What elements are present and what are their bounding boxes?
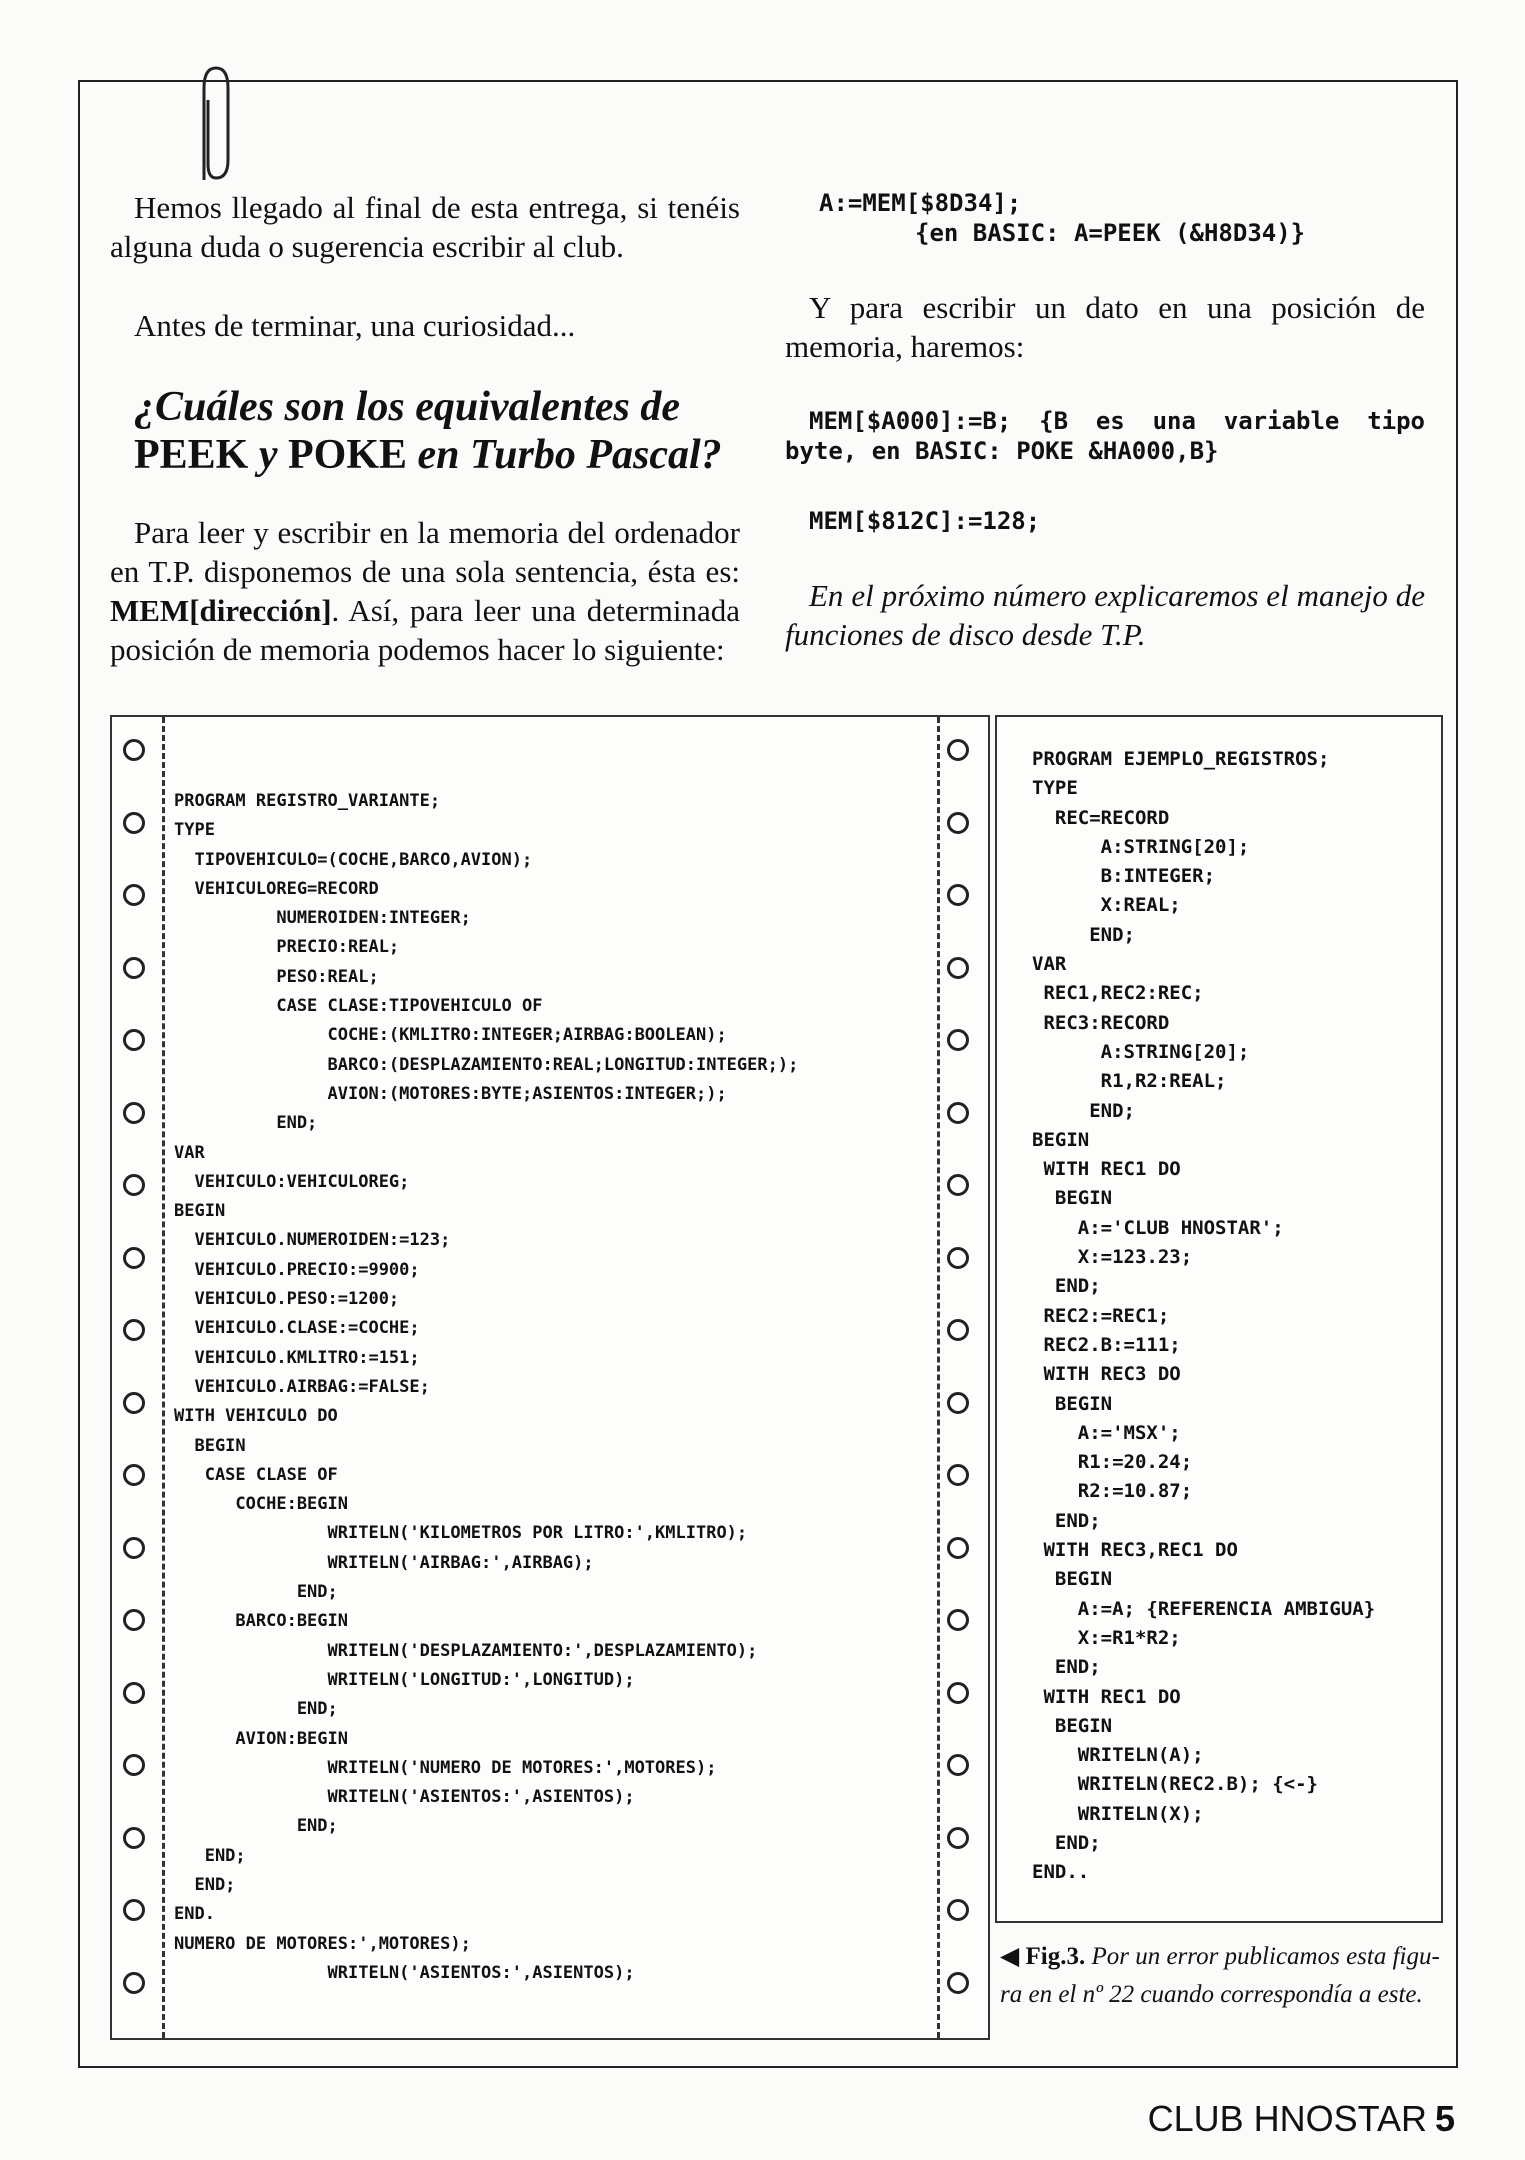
curiosity-paragraph: Antes de terminar, una curiosidad... xyxy=(134,308,576,343)
figure-caption: ◀ Fig.3. Por un error publicamos esta figura en el nº 22 cuando correspondía a este. xyxy=(1000,1943,1440,2008)
page-number: 5 xyxy=(1434,2098,1455,2139)
perforation-hole-icon xyxy=(947,1102,969,1124)
perforation-hole-icon xyxy=(123,1174,145,1196)
peek-basic-code: {en BASIC: A=PEEK (&H8D34)} xyxy=(915,219,1306,247)
perforation-hole-icon xyxy=(947,1392,969,1414)
listing-printout xyxy=(110,715,990,2040)
perforation-hole-icon xyxy=(947,1754,969,1776)
program-listing-registro-variante: PROGRAM REGISTRO_VARIANTE; TYPE TIPOVEHICULO=(COCHE,BARCO,AVION); VEHICULOREG=RECORD NUMEROIDEN:INTEGER; PRECIO:REAL; PESO:REAL; CASE CLASE:TIPOVEHICULO OF COCHE:(KMLITRO:INTEGER;AIRBAG:BOOLEAN); BARCO:(DESPLAZAMIENTO:REAL;LONGITUD:INTEGER;); AVION:(MOTORES:BYTE;ASIENTOS:INTEGER;); END; VAR VEHICULO:VEHICULOREG; BEGIN VEHICULO.NUMEROIDEN:=123; VEHICULO.PRECIO:=9900; VEHICULO.PESO:=1200; VEHICULO.CLASE:=COCHE; VEHICULO.KMLITRO:=151; VEHICULO.AIRBAG:=FALSE; WITH VEHICULO DO BEGIN CASE CLASE OF COCHE:BEGIN WRITELN('KILOMETROS POR LITRO:',KMLITRO); WRITELN('AIRBAG:',AIRBAG); END; BARCO:BEGIN WRITELN('DESPLAZAMIENTO:',DESPLAZAMIENTO); WRITELN('LONGITUD:',LONGITUD); END; AVION:BEGIN WRITELN('NUMERO DE MOTORES:',MOTORES); WRITELN('ASIENTOS:',ASIENTOS); END; END; END; END. NUMERO DE MOTORES:',MOTORES); WRITELN('ASIENTOS:',ASIENTOS); xyxy=(174,791,799,1983)
poke-example-code: MEM[$812C]:=128; xyxy=(809,507,1041,535)
perforation-hole-icon xyxy=(123,812,145,834)
mem-paragraph: Para leer y escribir en la memoria del ordenador en T.P. disponemos de una sola sentencia, ésta es: MEM[dirección]. Así, para leer una determinada posición de memoria podemos hacer lo siguiente: xyxy=(110,515,740,667)
perforation-hole-icon xyxy=(947,1682,969,1704)
perforation-hole-icon xyxy=(123,1609,145,1631)
program-listing-ejemplo-registros: PROGRAM EJEMPLO_REGISTROS; TYPE REC=RECORD A:STRING[20]; B:INTEGER; X:REAL; END; VAR REC1,REC2:REC; REC3:RECORD A:STRING[20]; R1,R2:REAL; END; BEGIN WITH REC1 DO BEGIN A:='CLUB HNOSTAR'; X:=123.23; END; REC2:=REC1; REC2.B:=111; WITH REC3 DO BEGIN A:='MSX'; R1:=20.24; R2:=10.87; END; WITH REC3,REC1 DO BEGIN A:=A; {REFERENCIA AMBIGUA} X:=R1*R2; END; WITH REC1 DO BEGIN WRITELN(A); WRITELN(REC2.B); {<-} WRITELN(X); END; END.. xyxy=(1032,748,1376,1884)
perforation-hole-icon xyxy=(123,1682,145,1704)
intro-paragraph: Hemos llegado al final de esta entrega, si tenéis alguna duda o sugerencia escribir al club. xyxy=(110,190,740,264)
perforation-hole-icon xyxy=(947,1537,969,1559)
footer-brand: CLUB HNOSTAR xyxy=(1147,2098,1427,2139)
perforation-hole-icon xyxy=(947,739,969,761)
perforation-hole-icon xyxy=(123,1319,145,1341)
perforation-hole-icon xyxy=(947,957,969,979)
write-paragraph: Y para escribir un dato en una posición de memoria, haremos: xyxy=(785,290,1425,364)
perforation-hole-icon xyxy=(947,1972,969,1994)
listing-box xyxy=(995,715,1443,1923)
perforation-line-right xyxy=(937,717,940,2038)
left-column xyxy=(110,188,740,669)
perforation-hole-icon xyxy=(123,1972,145,1994)
page-footer xyxy=(1148,2098,1455,2140)
perforation-hole-icon xyxy=(123,957,145,979)
perforation-hole-icon xyxy=(947,1029,969,1051)
perforation-hole-icon xyxy=(123,1537,145,1559)
perforation-hole-icon xyxy=(947,812,969,834)
perforation-hole-icon xyxy=(123,1464,145,1486)
right-column xyxy=(785,188,1425,654)
perforation-hole-icon xyxy=(947,1464,969,1486)
perforation-hole-icon xyxy=(947,1247,969,1269)
perforation-hole-icon xyxy=(947,1827,969,1849)
perforation-hole-icon xyxy=(123,1754,145,1776)
perforation-hole-icon xyxy=(123,1102,145,1124)
perforation-hole-icon xyxy=(123,1827,145,1849)
paperclip-icon xyxy=(190,60,240,190)
peek-code: A:=MEM[$8D34]; xyxy=(819,189,1022,217)
perforation-hole-icon xyxy=(123,884,145,906)
section-heading: ¿Cuáles son los equivalentes de PEEK y POKE en Turbo Pascal? xyxy=(134,384,722,478)
perforation-hole-icon xyxy=(947,884,969,906)
perforation-hole-icon xyxy=(947,1609,969,1631)
perforation-hole-icon xyxy=(947,1174,969,1196)
perforation-hole-icon xyxy=(947,1899,969,1921)
perforation-hole-icon xyxy=(123,1392,145,1414)
perforation-hole-icon xyxy=(947,1319,969,1341)
perforation-line-left xyxy=(162,717,165,2038)
perforation-hole-icon xyxy=(123,739,145,761)
poke-code: MEM[$A000]:=B; {B es una variable tipo byte, en BASIC: POKE &HA000,B} xyxy=(785,407,1425,465)
perforation-hole-icon xyxy=(123,1247,145,1269)
perforation-hole-icon xyxy=(123,1899,145,1921)
next-issue-paragraph: En el próximo número explicaremos el manejo de funciones de disco desde T.P. xyxy=(785,578,1425,652)
perforation-hole-icon xyxy=(123,1029,145,1051)
